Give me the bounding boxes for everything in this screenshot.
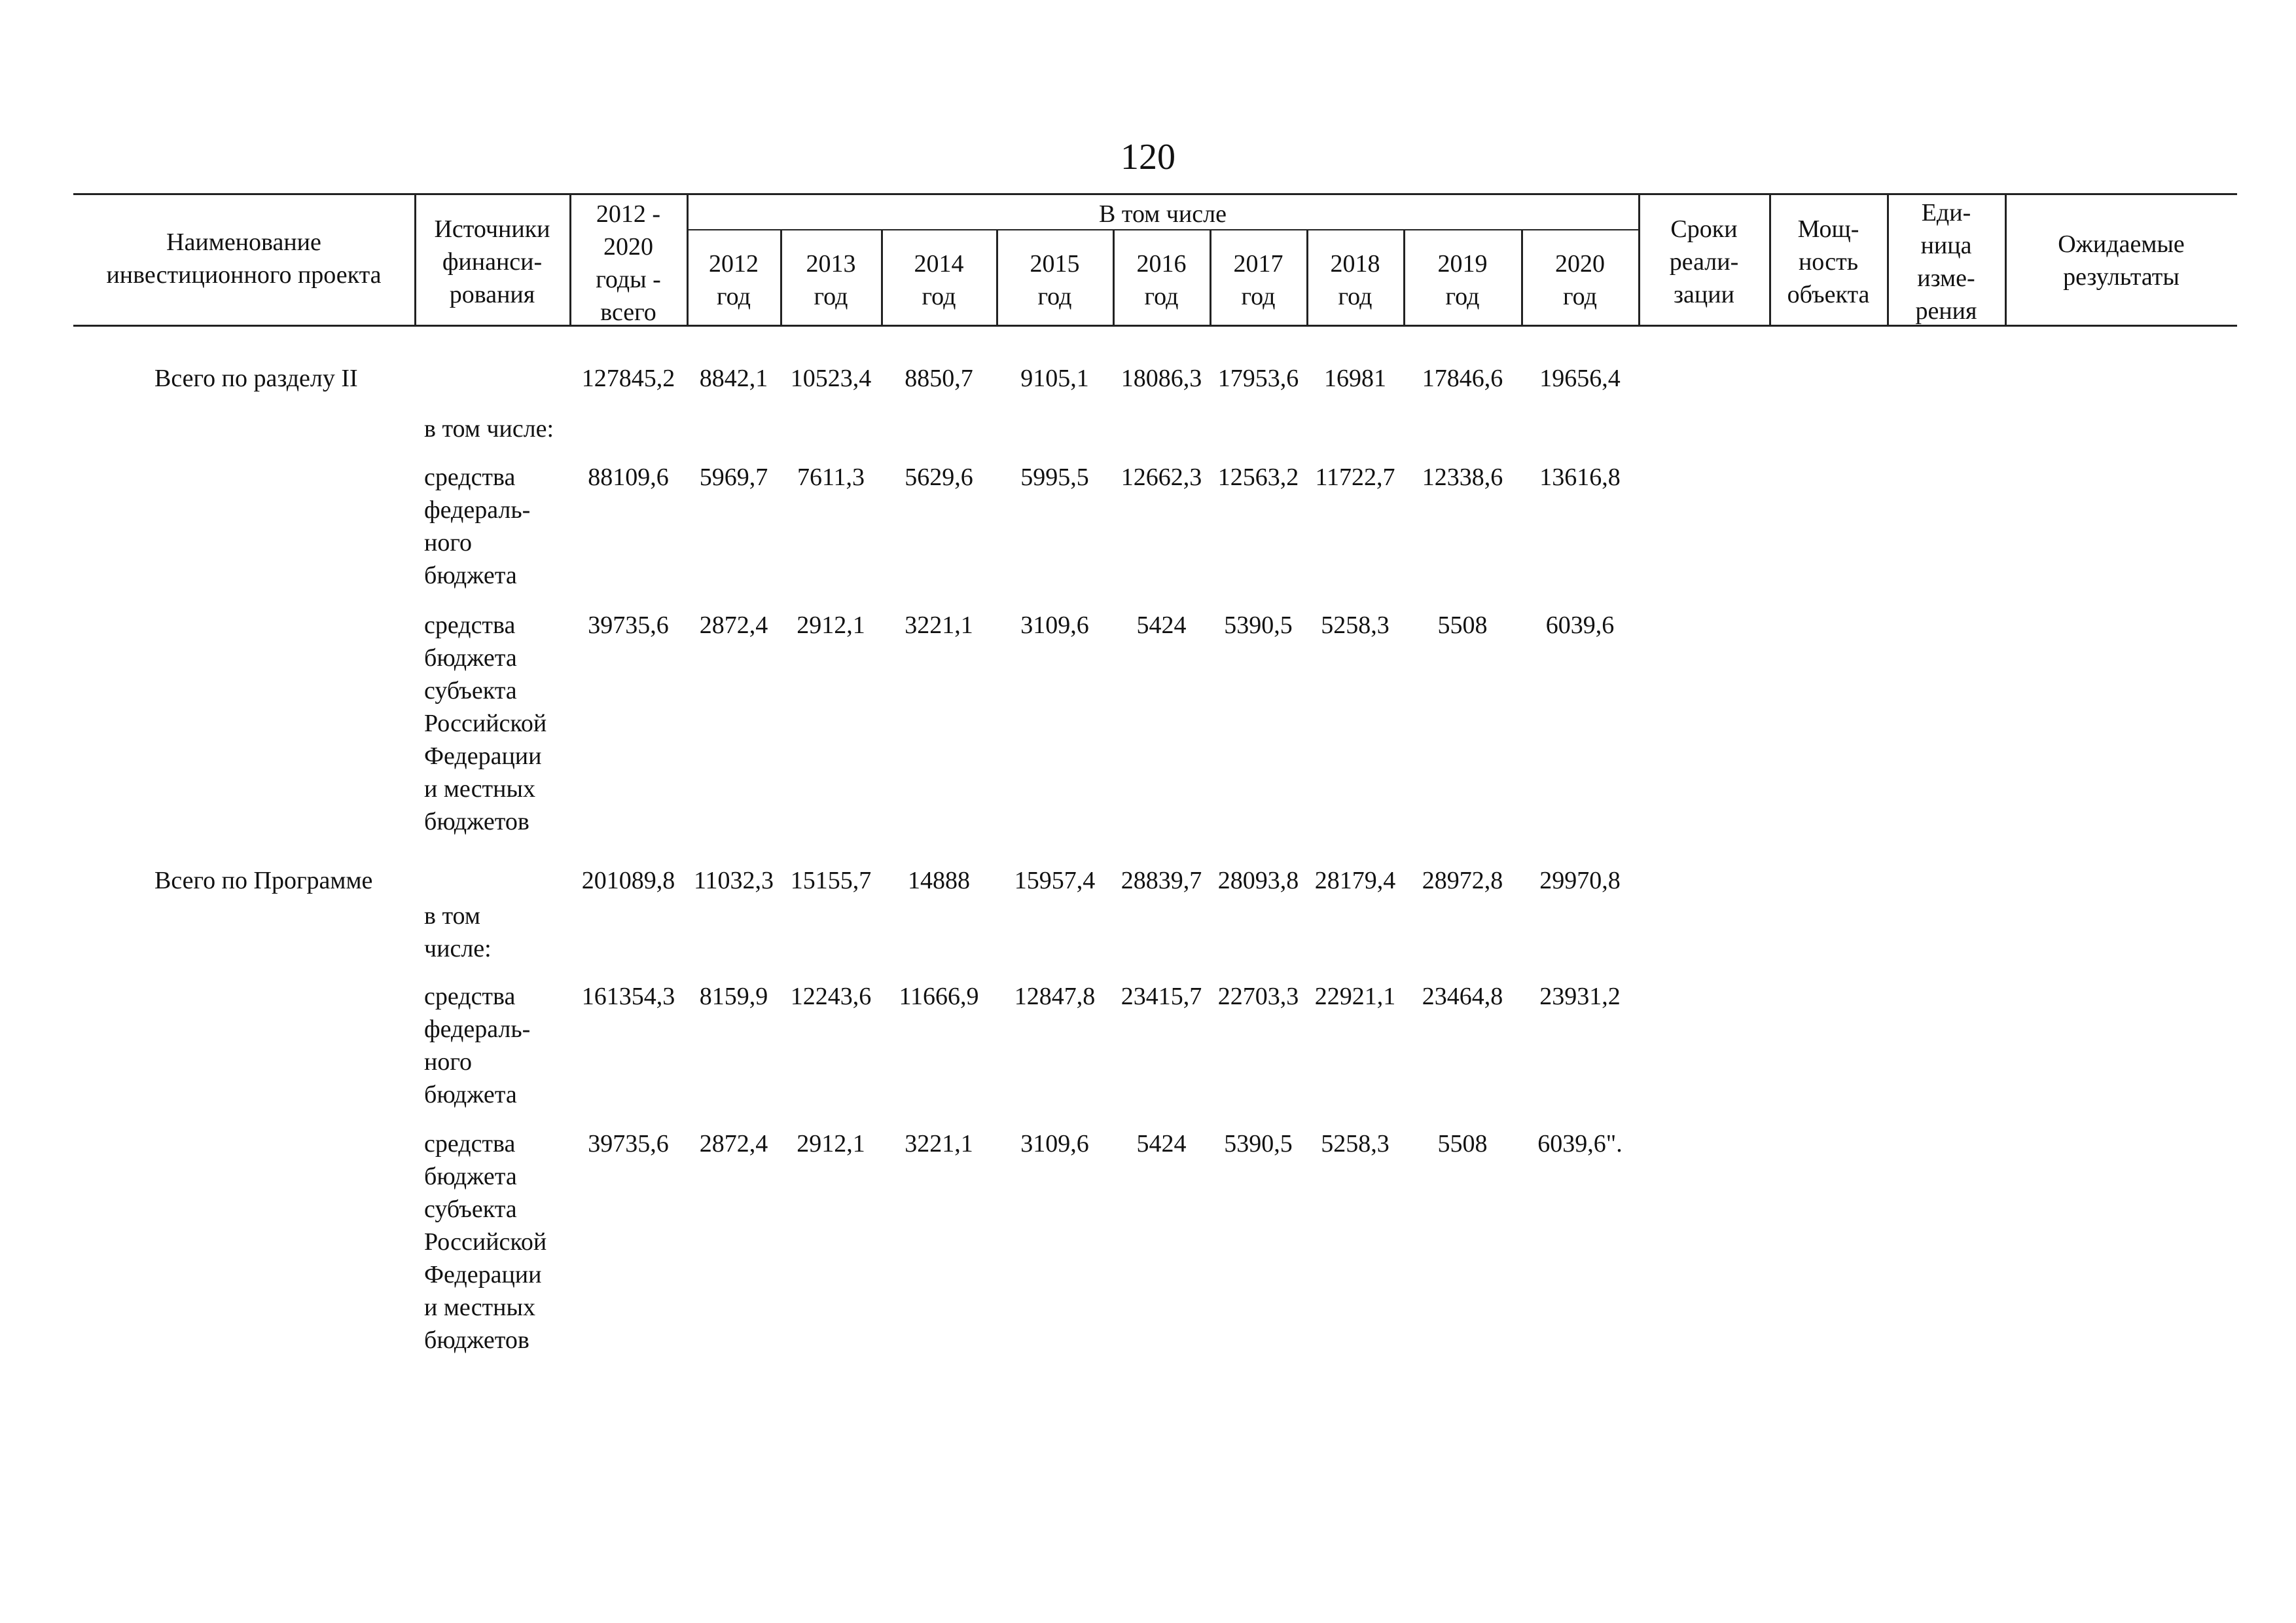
value-cell: 12847,8 (1014, 983, 1096, 1010)
value-cell: 39735,6 (588, 611, 669, 639)
header-year-2016: 2016 год (1136, 250, 1187, 310)
value-cell: 2912,1 (797, 611, 865, 639)
value-cell: 23415,7 (1121, 983, 1202, 1010)
value-cell: 28093,8 (1217, 867, 1299, 894)
value-cell: 88109,6 (588, 464, 669, 491)
value-cell: 5629,6 (905, 464, 973, 491)
header-implementation-terms: Сроки реали- зации (1669, 215, 1739, 308)
value-cell: 39735,6 (588, 1130, 669, 1158)
page-number: 120 (1121, 137, 1175, 177)
value-cell: 5508 (1437, 1130, 1488, 1158)
value-cell: 2912,1 (797, 1130, 865, 1158)
header-funding-sources: Источники финанси- рования (434, 215, 550, 308)
funding-source: средства федераль- ного бюджета (424, 464, 531, 589)
value-cell: 6039,6". (1537, 1130, 1623, 1158)
value-cell: 9105,1 (1020, 365, 1089, 392)
value-cell: 10523,4 (790, 365, 872, 392)
value-cell: 12563,2 (1217, 464, 1299, 491)
header-year-2015: 2015 год (1030, 250, 1080, 310)
value-cell: 28972,8 (1422, 867, 1503, 894)
value-cell: 3109,6 (1020, 611, 1089, 639)
value-cell: 22703,3 (1217, 983, 1299, 1010)
header-object-capacity: Мощ- ность объекта (1787, 215, 1870, 308)
value-cell: 3221,1 (905, 1130, 973, 1158)
value-cell: 12243,6 (790, 983, 872, 1010)
value-cell: 15957,4 (1014, 867, 1096, 894)
value-cell: 22921,1 (1314, 983, 1396, 1010)
value-cell: 29970,8 (1539, 867, 1621, 894)
value-cell: 17953,6 (1217, 365, 1299, 392)
value-cell: 5508 (1437, 611, 1488, 639)
value-cell: 6039,6 (1545, 611, 1615, 639)
value-cell: 12662,3 (1121, 464, 1202, 491)
header-unit-of-measure: Еди- ница изме- рения (1915, 199, 1977, 325)
value-cell: 23931,2 (1539, 983, 1621, 1010)
value-cell: 8159,9 (699, 983, 768, 1010)
value-cell: 5390,5 (1224, 1130, 1293, 1158)
section-title: Всего по разделу II (154, 365, 358, 392)
header-expected-results: Ожидаемые результаты (2058, 230, 2185, 291)
value-cell: 5258,3 (1321, 611, 1390, 639)
header-year-2020: 2020 год (1555, 250, 1605, 310)
header-year-2018: 2018 год (1330, 250, 1380, 310)
value-cell: 7611,3 (797, 464, 865, 491)
header-year-2012: 2012 год (709, 250, 759, 310)
value-cell: 5424 (1136, 1130, 1187, 1158)
value-cell: 2872,4 (699, 1130, 768, 1158)
header-year-2013: 2013 год (806, 250, 856, 310)
value-cell: 3221,1 (905, 611, 973, 639)
value-cell: 5424 (1136, 611, 1187, 639)
header-total-2012-2020: 2012 - 2020 годы - всего (596, 200, 661, 326)
value-cell: 23464,8 (1422, 983, 1503, 1010)
header-top-border (73, 193, 2237, 195)
value-cell: 11722,7 (1315, 464, 1395, 491)
header-including: В том числе (1099, 200, 1227, 228)
value-cell: 5995,5 (1020, 464, 1089, 491)
value-cell: 15155,7 (790, 867, 872, 894)
value-cell: 16981 (1324, 365, 1386, 392)
value-cell: 28839,7 (1121, 867, 1202, 894)
value-cell: 19656,4 (1539, 365, 1621, 392)
value-cell: 28179,4 (1314, 867, 1396, 894)
including-label: в том числе: (424, 415, 554, 443)
value-cell: 18086,3 (1121, 365, 1202, 392)
value-cell: 5390,5 (1224, 611, 1293, 639)
value-cell: 5258,3 (1321, 1130, 1390, 1158)
funding-source: средства бюджета субъекта Российской Федерации и местных бюджетов (424, 611, 547, 835)
value-cell: 12338,6 (1422, 464, 1503, 491)
header-project-name: Наименование инвестиционного проекта (106, 228, 382, 289)
value-cell: 17846,6 (1422, 365, 1503, 392)
header-year-2014: 2014 год (914, 250, 964, 310)
including-label: в том числе: (424, 902, 492, 962)
value-cell: 2872,4 (699, 611, 768, 639)
value-cell: 13616,8 (1539, 464, 1621, 491)
value-cell: 201089,8 (581, 867, 675, 894)
header-year-2017: 2017 год (1233, 250, 1283, 310)
value-cell: 161354,3 (581, 983, 675, 1010)
value-cell: 14888 (908, 867, 970, 894)
value-cell: 8842,1 (699, 365, 768, 392)
value-cell: 127845,2 (581, 365, 675, 392)
value-cell: 3109,6 (1020, 1130, 1089, 1158)
value-cell: 5969,7 (699, 464, 768, 491)
funding-source: средства федераль- ного бюджета (424, 983, 531, 1108)
value-cell: 11666,9 (899, 983, 979, 1010)
header-year-2019: 2019 год (1437, 250, 1488, 310)
funding-source: средства бюджета субъекта Российской Федерации и местных бюджетов (424, 1130, 547, 1354)
value-cell: 11032,3 (693, 867, 774, 894)
section-title: Всего по Программе (154, 867, 373, 894)
value-cell: 8850,7 (905, 365, 973, 392)
